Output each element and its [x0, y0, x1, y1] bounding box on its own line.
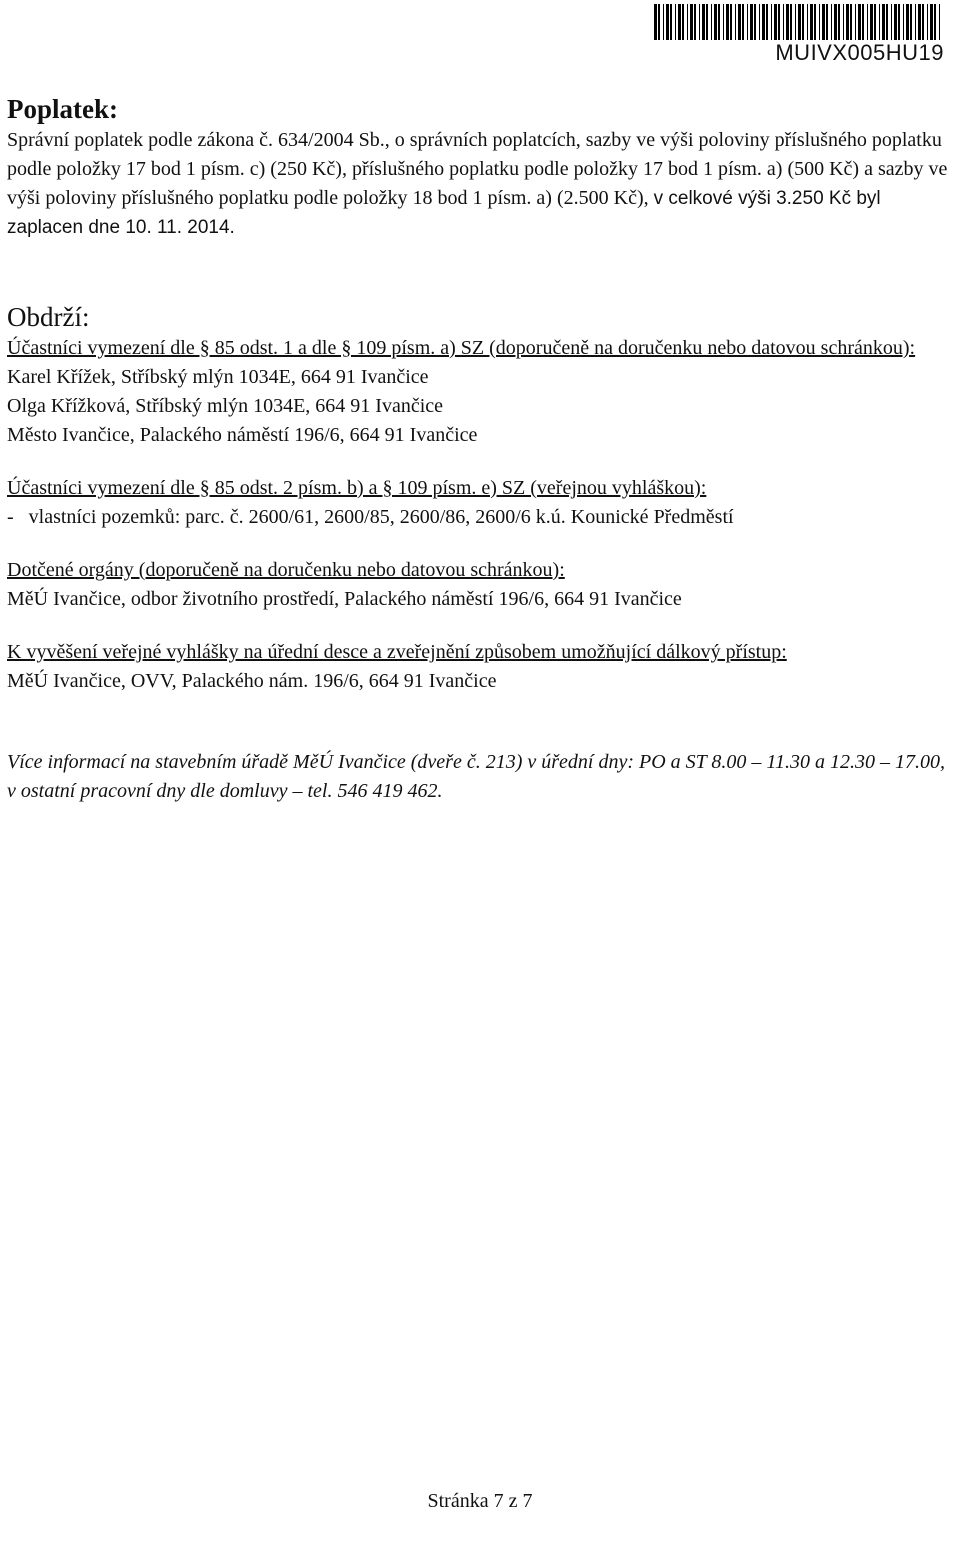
barcode-bar	[891, 4, 892, 40]
barcode-bar	[694, 4, 696, 40]
barcode-bar	[918, 4, 921, 40]
barcode-bar	[910, 4, 912, 40]
barcode-bar	[702, 4, 705, 40]
group1-item: Karel Křížek, Stříbský mlýn 1034E, 664 91 Ivančice	[7, 366, 429, 388]
barcode-bar	[795, 4, 796, 40]
barcode-bar	[747, 4, 748, 40]
barcode-bar	[742, 4, 744, 40]
barcode-bar	[834, 4, 837, 40]
barcode-bar	[762, 4, 765, 40]
barcode-bar	[903, 4, 904, 40]
info-text: Více informací na stavebním úřadě MěÚ Ivančice (dveře č. 213) v úřední dny: PO a ST 8.00 – 11.30 a 12.30 – 17.00, v ostatní pracovní dny dle domluvy – tel. 546 419 462.	[7, 751, 945, 802]
group1-item: Olga Křížková, Stříbský mlýn 1034E, 664 91 Ivančice	[7, 395, 444, 417]
barcode-bar	[658, 4, 660, 40]
barcode-bar	[874, 4, 876, 40]
barcode-bar	[831, 4, 832, 40]
barcode-bar	[771, 4, 772, 40]
barcode-bar	[930, 4, 933, 40]
barcode-bar	[870, 4, 873, 40]
barcode-bar	[766, 4, 768, 40]
barcode-bar	[862, 4, 864, 40]
barcode-bar	[807, 4, 808, 40]
group2-title: Účastníci vymezení dle § 85 odst. 2 písm. b) a § 109 písm. e) SZ (veřejnou vyhláškou):	[7, 477, 707, 499]
barcode-bar	[670, 4, 672, 40]
barcode-bar	[846, 4, 849, 40]
page-number: Stránka 7 z 7	[427, 1490, 533, 1512]
barcode-bar	[819, 4, 820, 40]
barcode-bar	[894, 4, 897, 40]
barcode-code: MUIVX005HU19	[775, 40, 944, 65]
barcode-bar	[682, 4, 684, 40]
barcode-bar	[750, 4, 753, 40]
barcode-bar	[718, 4, 720, 40]
barcode-bar	[726, 4, 729, 40]
barcode-bar	[675, 4, 676, 40]
barcode-bar	[687, 4, 688, 40]
barcode-bar	[678, 4, 681, 40]
barcode-bar	[663, 4, 664, 40]
barcode-bar	[934, 4, 936, 40]
barcode-bar	[822, 4, 825, 40]
barcode-bar	[838, 4, 840, 40]
barcode-bar	[798, 4, 801, 40]
barcode-bar	[714, 4, 717, 40]
barcode-bar	[850, 4, 852, 40]
document-body	[7, 92, 957, 806]
barcode-bar	[898, 4, 900, 40]
barcode-bar	[906, 4, 909, 40]
barcode-bar	[927, 4, 928, 40]
fee-heading: Poplatek:	[7, 94, 118, 124]
barcode-bar	[886, 4, 888, 40]
barcode-bar	[754, 4, 756, 40]
barcode-bar	[723, 4, 724, 40]
barcode-bar	[843, 4, 844, 40]
barcode-bar	[826, 4, 828, 40]
barcode-bar	[790, 4, 792, 40]
barcode-bar	[879, 4, 880, 40]
barcode-bar	[922, 4, 924, 40]
barcode-bar	[699, 4, 700, 40]
barcode-bar	[858, 4, 861, 40]
group2-item: - vlastníci pozemků: parc. č. 2600/61, 2600/85, 2600/86, 2600/6 k.ú. Kounické Předměstí	[7, 506, 734, 528]
barcode-bar	[882, 4, 885, 40]
barcode-bar	[759, 4, 760, 40]
barcode-bar	[735, 4, 736, 40]
barcode-bar	[774, 4, 777, 40]
group3-title: Dotčené orgány (doporučeně na doručenku nebo datovou schránkou):	[7, 559, 565, 581]
barcode-bar	[802, 4, 804, 40]
barcode-bar	[711, 4, 712, 40]
barcode-bar	[706, 4, 708, 40]
group1-title: Účastníci vymezení dle § 85 odst. 1 a dle § 109 písm. a) SZ (doporučeně na doručenku nebo datovou schránkou):	[7, 337, 916, 359]
barcode-bar	[915, 4, 916, 40]
barcode	[654, 4, 944, 40]
barcode-bar	[690, 4, 693, 40]
barcode-bar	[867, 4, 868, 40]
group3-item: MěÚ Ivančice, odbor životního prostředí, Palackého náměstí 196/6, 664 91 Ivančice	[7, 588, 682, 610]
barcode-bar	[810, 4, 813, 40]
barcode-bar	[654, 4, 657, 40]
group4-item: MěÚ Ivančice, OVV, Palackého nám. 196/6, 664 91 Ivančice	[7, 670, 497, 692]
barcode-bar	[730, 4, 732, 40]
group1-item: Město Ivančice, Palackého náměstí 196/6, 664 91 Ivančice	[7, 424, 478, 446]
recipients-heading: Obdrží:	[7, 302, 90, 332]
barcode-bar	[666, 4, 669, 40]
barcode-bar	[738, 4, 741, 40]
fee-text-part2: v celkové výši 3.250 Kč byl zaplacen dne 10. 11. 2014.	[7, 188, 881, 238]
barcode-bar	[783, 4, 784, 40]
barcode-bar	[786, 4, 789, 40]
barcode-bar	[778, 4, 780, 40]
barcode-bar	[855, 4, 856, 40]
barcode-bar	[939, 4, 940, 40]
barcode-bar	[814, 4, 816, 40]
fee-text-part1: Správní poplatek podle zákona č. 634/2004 Sb., o správních poplatcích, sazby ve výši poloviny příslušného poplatku podle položky 17 bod 1 písm. c) (250 Kč), příslušného poplatku podle položky 17 bod 1 písm. a) (500 Kč) a sazby ve výši poloviny příslušného poplatku podle položky 18 bod 1 písm. a) (2.500 Kč),	[7, 129, 948, 209]
fee-text	[7, 126, 957, 242]
group4-title: K vyvěšení veřejné vyhlášky na úřední desce a zveřejnění způsobem umožňující dálkový přístup:	[7, 641, 787, 663]
